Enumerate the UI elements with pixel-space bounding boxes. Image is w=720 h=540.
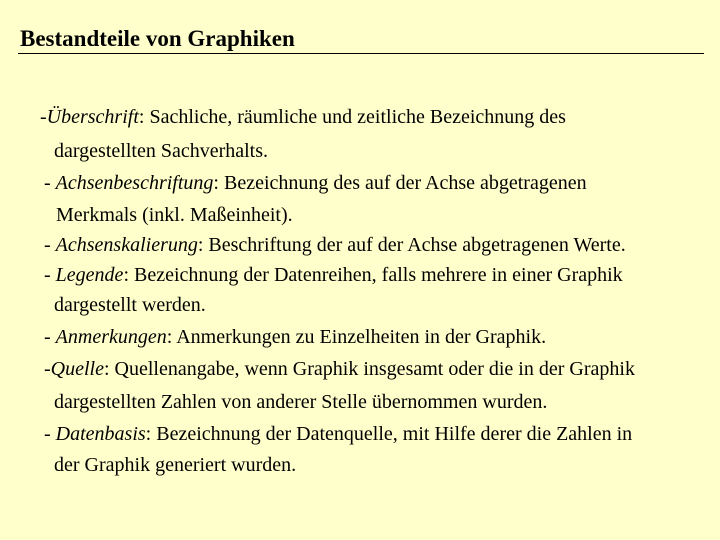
bullet-dash: - bbox=[44, 234, 51, 256]
bullet-dash: - bbox=[44, 172, 51, 194]
description-text: Bezeichnung der Datenquelle, mit Hilfe derer die Zahlen in bbox=[156, 423, 633, 445]
bullet-dash: - bbox=[44, 326, 51, 348]
description-text: Beschriftung der auf der Achse abgetragenen Werte. bbox=[208, 234, 626, 256]
term-colon: : bbox=[123, 264, 129, 286]
list-item-achsenskalierung bbox=[44, 233, 626, 257]
term-quelle: Quelle bbox=[50, 358, 104, 380]
slide-title: Bestandteile von Graphiken bbox=[20, 26, 295, 51]
term-ueberschrift: Überschrift bbox=[46, 106, 139, 128]
term-colon: : bbox=[166, 326, 173, 348]
term-colon: : bbox=[213, 172, 219, 194]
description-text: Bezeichnung der Datenreihen, falls mehrere in einer Graphik bbox=[134, 264, 623, 286]
bullet-dash: - bbox=[44, 264, 51, 286]
bullet-dash: - bbox=[44, 423, 51, 445]
list-item-continuation: der Graphik generiert wurden. bbox=[54, 454, 297, 476]
term-colon: : bbox=[103, 358, 110, 380]
term-legende: Legende bbox=[55, 264, 124, 286]
term-colon: : bbox=[138, 106, 145, 128]
bullet-dash: - bbox=[44, 358, 51, 380]
bullet-dash: - bbox=[40, 106, 47, 128]
description-text: Quellenangabe, wenn Graphik insgesamt oder die in der Graphik bbox=[114, 358, 635, 380]
term-achsenbeschriftung: Achsenbeschriftung bbox=[55, 172, 214, 194]
list-item-ueberschrift bbox=[40, 105, 566, 129]
list-item-anmerkungen bbox=[44, 325, 546, 349]
list-item-continuation: dargestellten Zahlen von anderer Stelle übernommen wurden. bbox=[54, 391, 548, 413]
title-underline bbox=[18, 53, 704, 54]
list-item-achsenbeschriftung bbox=[44, 171, 587, 195]
list-item-quelle bbox=[44, 357, 635, 381]
term-datenbasis: Datenbasis bbox=[55, 423, 146, 445]
term-anmerkungen: Anmerkungen bbox=[55, 326, 167, 348]
list-item-continuation: dargestellten Sachverhalts. bbox=[54, 140, 269, 162]
description-text: Anmerkungen zu Einzelheiten in der Graphik. bbox=[176, 326, 547, 348]
description-text: Sachliche, räumliche und zeitliche Bezeichnung des bbox=[149, 106, 566, 128]
list-item-legende bbox=[44, 263, 623, 287]
term-colon: : bbox=[145, 423, 152, 445]
description-text: Bezeichnung des auf der Achse abgetragenen bbox=[223, 172, 587, 194]
term-colon: : bbox=[197, 234, 204, 256]
list-item-datenbasis bbox=[44, 422, 632, 446]
list-item-continuation: Merkmals (inkl. Maßeinheit). bbox=[56, 204, 293, 226]
list-item-continuation: dargestellt werden. bbox=[54, 294, 206, 316]
term-achsenskalierung: Achsenskalierung bbox=[55, 234, 198, 256]
